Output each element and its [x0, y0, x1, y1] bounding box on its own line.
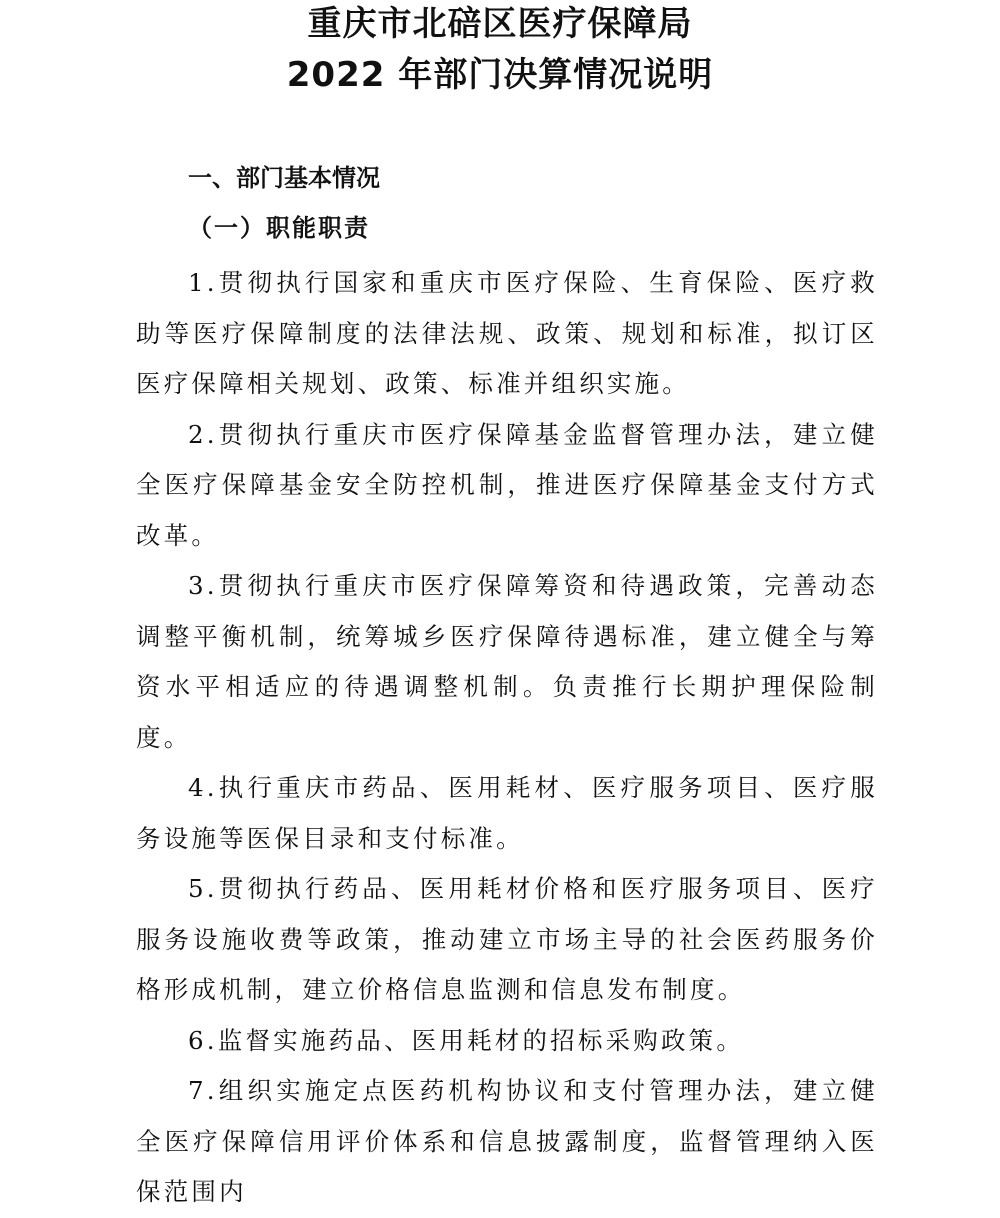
paragraph-6: 6.监督实施药品、医用耗材的招标采购政策。 — [188, 1025, 745, 1055]
document-title-line1: 重庆市北碚区医疗保障局 — [307, 4, 693, 44]
paragraph-3: 3.贯彻执行重庆市医疗保障筹资和待遇政策，完善动态调整平衡机制，统筹城乡医疗保障待遇标准，建立健全与筹资水平相适应的待遇调整机制。负责推行长期护理保险制度。 — [136, 571, 878, 752]
subsection-heading: （一）职能职责 — [188, 213, 370, 242]
document-title-line2: 2022 年部门决算情况说明 — [286, 55, 714, 95]
paragraph-7: 7.组织实施定点医药机构协议和支付管理办法，建立健全医疗保障信用评价体系和信息披露制度，监督管理纳入医保范围内 — [136, 1076, 878, 1206]
body-text — [136, 258, 878, 1218]
section-heading: 一、部门基本情况 — [188, 164, 380, 192]
paragraph-4: 4.执行重庆市药品、医用耗材、医疗服务项目、医疗服务设施等医保目录和支付标准。 — [136, 773, 878, 853]
paragraph-1: 1.贯彻执行国家和重庆市医疗保险、生育保险、医疗救助等医疗保障制度的法律法规、政策、规划和标准，拟订区医疗保障相关规划、政策、标准并组织实施。 — [136, 268, 878, 398]
paragraph-2: 2.贯彻执行重庆市医疗保障基金监督管理办法，建立健全医疗保障基金安全防控机制，推进医疗保障基金支付方式改革。 — [136, 419, 878, 550]
paragraph-5: 5.贯彻执行药品、医用耗材价格和医疗服务项目、医疗服务设施收费等政策，推动建立市场主导的社会医药服务价格形成机制，建立价格信息监测和信息发布制度。 — [136, 874, 878, 1004]
